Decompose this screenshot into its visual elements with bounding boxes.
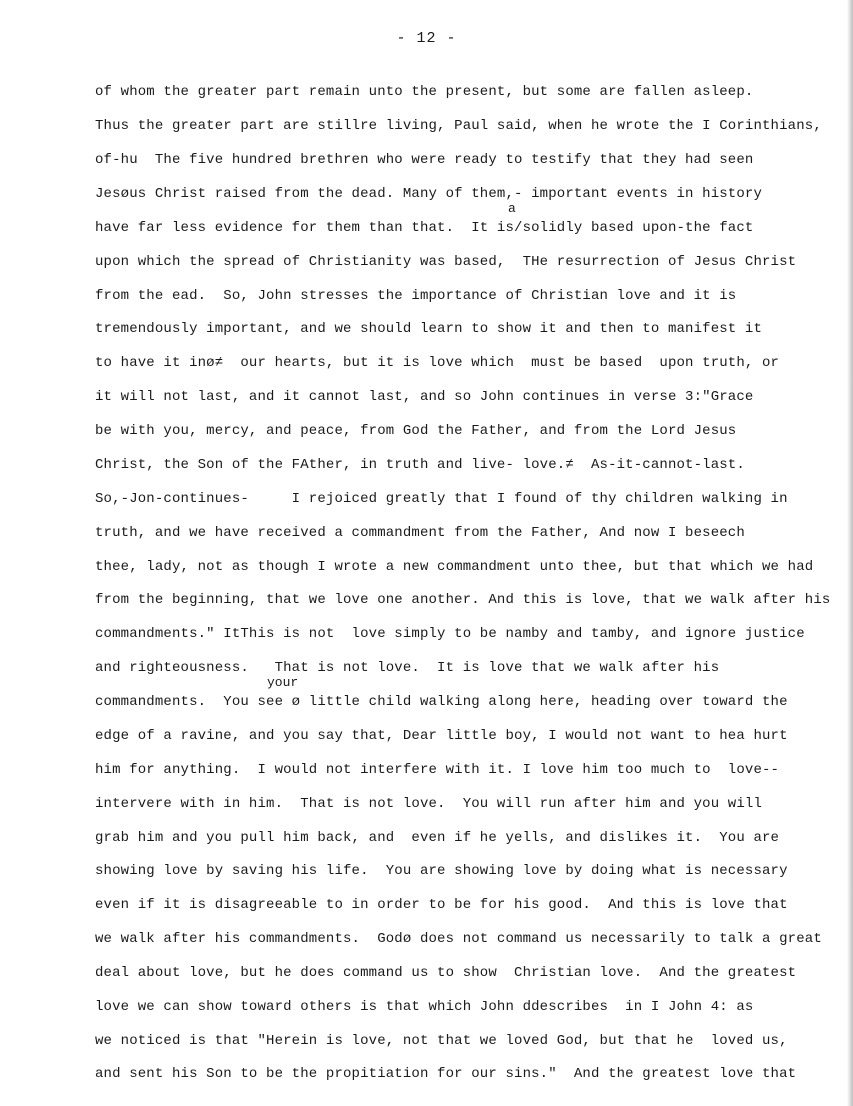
text-line: thee, lady, not as though I wrote a new commandment unto thee, but that which we had (95, 559, 814, 575)
text-line: to have it inø≠ our hearts, but it is love which must be based upon truth, or (95, 355, 780, 371)
text-line: edge of a ravine, and you say that, Dear little boy, I would not want to hea hurt (95, 728, 788, 744)
text-line: Jesøus Christ raised from the dead. Many of them,- important events in history (95, 186, 763, 202)
text-line: from the beginning, that we love one another. And this is love, that we walk after his (95, 592, 831, 608)
text-line: Christ, the Son of the FAther, in truth and live- love.≠ As-it-cannot-last. (95, 457, 745, 473)
text-line: tremendously important, and we should learn to show it and then to manifest it (95, 321, 763, 337)
text-line: truth, and we have received a commandment from the Father, And now I beseech (95, 525, 745, 541)
text-line: grab him and you pull him back, and even if he yells, and dislikes it. You are (95, 830, 780, 846)
text-line: we noticed is that "Herein is love, not that we loved God, but that he loved us, (95, 1033, 788, 1049)
text-line: commandments." ItThis is not love simply to be namby and tamby, and ignore justice (95, 626, 805, 642)
text-line: it will not last, and it cannot last, and so John continues in verse 3:"Grace (95, 389, 754, 405)
text-line: love we can show toward others is that which John ddescribes in I John 4: as (95, 999, 754, 1015)
text-line: upon which the spread of Christianity was based, THe resurrection of Jesus Christ (95, 254, 797, 270)
interlinear-insertion-a: a (508, 201, 516, 216)
text-line: we walk after his commandments. Godø does not command us necessarily to talk a great (95, 931, 822, 947)
scan-edge-shadow (847, 0, 853, 1106)
text-line: and righteousness. That is not love. It is love that we walk after his (95, 660, 720, 676)
text-line: and sent his Son to be the propitiation for our sins." And the greatest love that (95, 1066, 797, 1082)
text-line: even if it is disagreeable to in order to be for his good. And this is love that (95, 897, 788, 913)
text-line: from the ead. So, John stresses the importance of Christian love and it is (95, 288, 737, 304)
text-line: of-hu The five hundred brethren who were ready to testify that they had seen (95, 152, 754, 168)
text-line: So,-Jon-continues- I rejoiced greatly that I found of thy children walking in (95, 491, 788, 507)
interlinear-insertion-your: your (267, 675, 299, 690)
text-line: Thus the greater part are stillre living, Paul said, when he wrote the I Corinthians, (95, 118, 822, 134)
text-line: of whom the greater part remain unto the present, but some are fallen asleep. (95, 84, 754, 100)
page-number: - 12 - (396, 30, 457, 47)
text-line: be with you, mercy, and peace, from God the Father, and from the Lord Jesus (95, 423, 737, 439)
text-line: showing love by saving his life. You are showing love by doing what is necessary (95, 863, 788, 879)
text-line: deal about love, but he does command us to show Christian love. And the greatest (95, 965, 797, 981)
text-line: him for anything. I would not interfere with it. I love him too much to love-- (95, 762, 780, 778)
text-line: intervere with in him. That is not love. You will run after him and you will (95, 796, 763, 812)
text-line: have far less evidence for them than that. It is/solidly based upon-the fact (95, 220, 754, 236)
text-line: commandments. You see ø little child walking along here, heading over toward the (95, 694, 788, 710)
